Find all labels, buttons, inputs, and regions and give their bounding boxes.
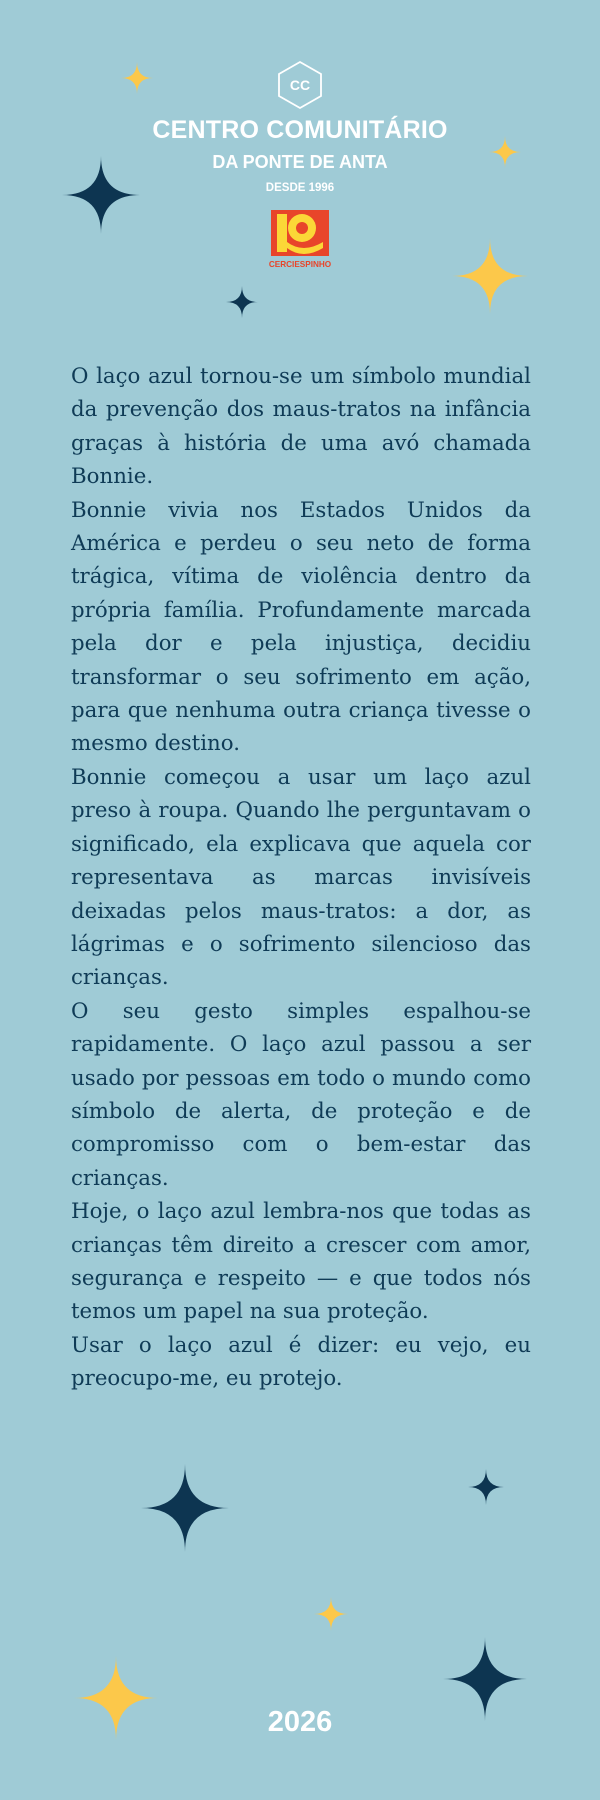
hexagon-logo-icon xyxy=(277,60,323,110)
star-dark-small-center xyxy=(226,286,258,318)
star-dark-large-bottom-left xyxy=(141,1464,229,1552)
partner-logo-label: CERCIESPINHO xyxy=(269,260,331,269)
story-paragraph: Usar o laço azul é dizer: eu vejo, eu preocupo-me, eu protejo. xyxy=(71,1332,531,1392)
organization-title: CENTRO COMUNITÁRIO xyxy=(152,116,448,144)
story-text xyxy=(71,360,531,1396)
story-paragraph: O seu gesto simples espalhou-se rapidamente. O laço azul passou a ser usado por pessoas em todo o mundo como símbolo de alerta, de proteção e de compromisso com o bem-estar das crianças. xyxy=(71,998,531,1191)
story-paragraph: O laço azul tornou-se um símbolo mundial da prevenção dos maus-tratos na infância graças à história de uma avó chamada Bonnie. xyxy=(71,364,531,490)
organization-subtitle: DA PONTE DE ANTA xyxy=(212,152,388,172)
story-paragraph: Bonnie vivia nos Estados Unidos da América e perdeu o seu neto de forma trágica, vítima de violência dentro da própria família. Profundamente marcada pela dor e pela injustiça, decidiu transformar o seu sofrimento em ação, para que nenhuma outra criança tivesse o mesmo destino. xyxy=(71,497,531,757)
star-dark-small-bottom-right xyxy=(468,1469,504,1505)
star-yellow-small-top-left xyxy=(121,62,153,94)
founded-year: DESDE 1996 xyxy=(265,182,335,194)
footer-year: 2026 xyxy=(267,1706,333,1738)
star-yellow-small-bottom-center xyxy=(314,1597,348,1631)
partner-logo xyxy=(269,208,331,270)
star-yellow-large-right xyxy=(452,238,528,314)
logo-initials: CC xyxy=(289,77,311,93)
story-paragraph: Hoje, o laço azul lembra-nos que todas as crianças têm direito a crescer com amor, segurança e respeito — e que todos nós temos um papel na sua proteção. xyxy=(71,1199,531,1325)
story-paragraph: Bonnie começou a usar um laço azul preso à roupa. Quando lhe perguntavam o significado, ela explicava que aquela cor representava as marcas invisíveis deixadas pelos maus-tratos: a dor, as lágrimas e o sofrimento silencioso das crianças. xyxy=(71,764,531,991)
